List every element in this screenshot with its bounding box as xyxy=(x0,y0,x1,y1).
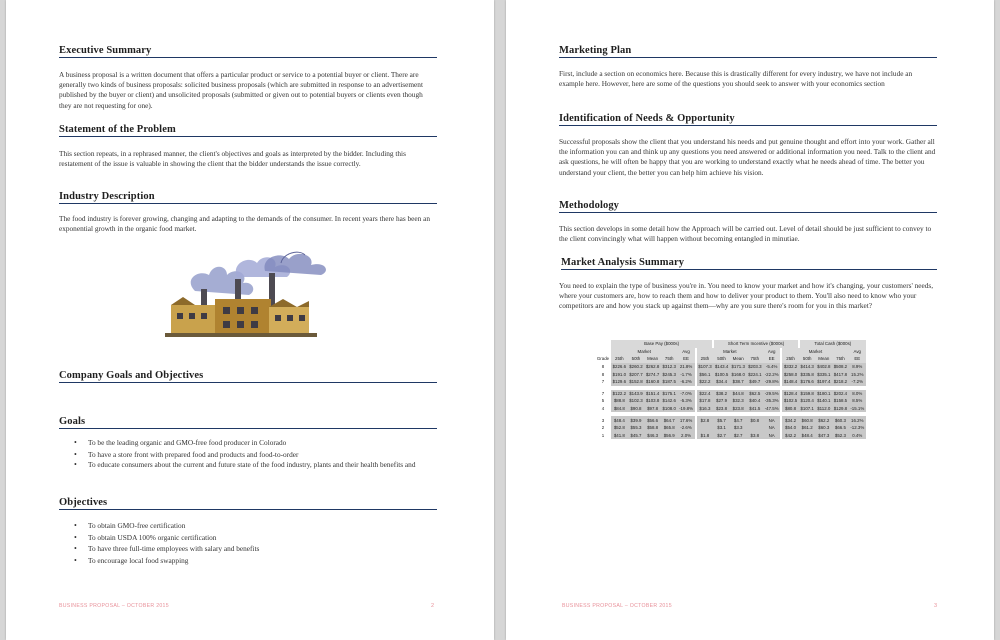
column-header: 75th xyxy=(836,356,845,362)
table-cell: $122.2 xyxy=(612,390,627,396)
exec-summary-body: A business proposal is a written document that offers a particular product or service to a potential buyer or client. There are generally two kinds of business proposals: solicited business proposals (which are submitted in response to an advertisement published by the buyer or client) and unsolicited proposals (submitted or given out to potential buyers or clients even though they are not requesting for one). xyxy=(59,70,423,110)
table-cell: -15.1% xyxy=(850,406,865,412)
page-footer: BUSINESS PROPOSAL – OCTOBER 2015 xyxy=(59,603,169,609)
group-header: Total Cash ($000s) xyxy=(799,340,866,348)
compensation-table xyxy=(595,340,901,508)
table-cell: $56.6 xyxy=(644,416,661,424)
market-analysis-body: You need to explain the type of business you're in. You need to know your market and how it's changing, your customers' needs, where your customers are, how to reach them and how to deliver your product to them. You'll also need to know who your competitors are and how you stack up against them—why are you sure there's room for you in this market? xyxy=(559,281,934,311)
table-cell: $0.8 xyxy=(746,416,763,424)
table-cell: $46.3 xyxy=(644,432,661,440)
table-cell: $55.3 xyxy=(628,424,645,432)
table-cell: $142.6 xyxy=(662,398,676,404)
table-cell: $41.8 xyxy=(611,432,628,440)
industry-body: The food industry is forever growing, changing and adapting to the demands of the consumer. In recent years there has been an exponential growth in the organic food market. xyxy=(59,214,431,234)
document-page-left xyxy=(6,0,494,640)
market-label: Market xyxy=(637,348,651,354)
table-cell: $60.8 xyxy=(799,416,816,424)
column-header: 75th xyxy=(750,356,760,362)
table-cell: $187.5 xyxy=(662,379,676,385)
table-cell: $54.0 xyxy=(781,424,799,432)
heading-needs-opportunity: Identification of Needs & Opportunity xyxy=(559,113,937,126)
table-column-header-row xyxy=(595,355,866,363)
table-cell: $160.8 xyxy=(645,379,660,385)
table-cell: $258.0 xyxy=(781,370,799,378)
table-cell: $90.8 xyxy=(628,405,645,413)
avg-label: Avg xyxy=(767,348,776,354)
page-number: 2 xyxy=(431,603,435,609)
table-cell: $203.3 xyxy=(748,364,762,370)
column-header: Mean xyxy=(732,356,744,362)
table-cell: $3.3 xyxy=(730,424,747,432)
table-cell: $332.2 xyxy=(781,363,799,371)
table-cell: -12.3% xyxy=(850,425,865,431)
grade-cell: 3 xyxy=(601,417,605,423)
table-cell: NA xyxy=(763,416,781,424)
table-cell: $62.2 xyxy=(815,416,832,424)
table-cell: $102.5 xyxy=(781,397,799,405)
table-cell: $207.7 xyxy=(629,371,643,377)
table-row xyxy=(595,405,866,413)
table-cell: 8.5% xyxy=(849,397,866,405)
table-cell: $42.2 xyxy=(781,432,799,440)
table-cell: $414.3 xyxy=(800,364,814,370)
table-cell: $88.8 xyxy=(611,397,628,405)
table-cell: -5.3% xyxy=(678,397,696,405)
column-header: 25th xyxy=(696,355,714,363)
grade-cell: 7 xyxy=(601,379,605,385)
table-cell: 8.0% xyxy=(849,390,866,398)
avg-label: Avg xyxy=(853,348,862,354)
table-cell: $3.8 xyxy=(746,432,763,440)
table-cell: 16.2% xyxy=(849,416,866,424)
table-cell: $45.7 xyxy=(628,432,645,440)
table-cell: $84.8 xyxy=(611,405,628,413)
list-item: • To have three full-time employees with salary and benefits xyxy=(59,543,437,555)
table-cell: 0.4% xyxy=(849,432,866,440)
list-item: • To have a store front with prepared food and products and food-to-order xyxy=(59,449,437,461)
table-cell: $58.8 xyxy=(644,424,661,432)
table-cell: $17.8 xyxy=(696,397,714,405)
list-item: • To educate consumers about the current and future state of the food industry, plants and their health benefits and xyxy=(59,460,437,471)
table-cell: $152.8 xyxy=(629,379,643,385)
table-cell: $148.4 xyxy=(781,378,799,386)
table-cell: $3.1 xyxy=(713,424,730,432)
table-row xyxy=(595,390,866,398)
table-body xyxy=(595,363,866,439)
page-number: 3 xyxy=(934,603,938,609)
list-item: • To encourage local food swapping xyxy=(59,555,437,567)
table-cell: $171.3 xyxy=(731,364,745,370)
column-header: 50th xyxy=(631,356,641,362)
table-cell: $140.1 xyxy=(817,398,831,404)
table-cell: $180.1 xyxy=(817,390,831,396)
table-cell: 21.8% xyxy=(678,363,696,371)
table-cell: $335.1 xyxy=(817,371,831,377)
table-cell: $4.7 xyxy=(730,416,747,424)
table-cell: $224.1 xyxy=(748,371,762,377)
table-cell: $202.4 xyxy=(833,390,848,396)
grade-cell: 8 xyxy=(601,364,605,370)
table-cell: $61.2 xyxy=(799,424,816,432)
column-header: Mean xyxy=(647,356,659,362)
table-cell: -47.5% xyxy=(763,405,781,413)
table-cell: $64.7 xyxy=(661,416,678,424)
table-cell: $2.7 xyxy=(713,432,730,440)
list-item: • To obtain USDA 100% organic certification xyxy=(59,532,437,544)
group-header: Short Term Incentive ($000s) xyxy=(713,340,799,348)
table-cell: $60.3 xyxy=(815,424,832,432)
table-cell: NA xyxy=(763,432,781,440)
table-cell: $47.3 xyxy=(815,432,832,440)
heading-company-goals: Company Goals and Objectives xyxy=(59,370,437,383)
table-row xyxy=(595,432,866,440)
table-cell: $175.1 xyxy=(662,390,676,396)
market-label: Market xyxy=(781,348,849,356)
table-cell: -2.6% xyxy=(678,424,696,432)
heading-market-analysis: Market Analysis Summary xyxy=(561,257,937,270)
table-cell: $97.8 xyxy=(644,405,661,413)
marketing-body: First, include a section on economics here. Because this is drastically different for every industry, we have not include an example here. However, here are some of the questions you should seek to answer with your economics section xyxy=(559,69,913,89)
list-item: • To obtain GMO-free certification xyxy=(59,520,437,532)
table-cell: $108.0 xyxy=(662,406,676,412)
table-cell: $262.8 xyxy=(645,364,660,370)
table-cell: $32.3 xyxy=(730,397,747,405)
table-cell: $176.6 xyxy=(800,379,814,385)
table-cell: $60.3 xyxy=(832,416,849,424)
table-cell: $2.7 xyxy=(730,432,747,440)
grade-cell: 1 xyxy=(601,432,605,438)
table-cell: $27.9 xyxy=(713,397,730,405)
table-cell xyxy=(746,424,763,432)
table-group-header-row xyxy=(595,340,866,348)
heading-statement-of-problem: Statement of the Problem xyxy=(59,124,437,137)
table-cell: $103.8 xyxy=(645,398,660,404)
table-cell: $260.2 xyxy=(629,364,643,370)
market-label: Market xyxy=(696,348,764,356)
table-cell: -1.7% xyxy=(678,370,696,378)
group-header: Base Pay ($000s) xyxy=(644,341,680,347)
table-cell: $508.2 xyxy=(833,364,848,370)
table-cell: $129.8 xyxy=(833,406,848,412)
avg-label: Avg xyxy=(682,348,690,354)
table-cell: 2.0% xyxy=(678,432,696,440)
table-cell: $1.8 xyxy=(696,432,714,440)
column-header: 25th xyxy=(615,356,624,362)
table-cell: 8.9% xyxy=(849,363,866,371)
table-cell: $158.5 xyxy=(833,398,848,404)
table-cell: $274.7 xyxy=(645,371,660,377)
table-cell: $34.2 xyxy=(781,416,799,424)
grade-cell: 7 xyxy=(601,390,605,396)
table-cell: $100.5 xyxy=(714,371,729,377)
table-cell: $112.0 xyxy=(817,406,831,412)
heading-executive-summary: Executive Summary xyxy=(59,45,437,58)
table-cell: $312.3 xyxy=(662,364,676,370)
table-cell: $23.8 xyxy=(730,405,747,413)
table-cell: $38.7 xyxy=(730,378,747,386)
table-cell: -29.8% xyxy=(763,378,781,386)
table-cell: -5.4% xyxy=(763,363,781,371)
table-cell: $120.4 xyxy=(800,398,814,404)
table-cell: -7.2% xyxy=(849,378,866,386)
table-cell: $159.8 xyxy=(800,390,814,396)
column-header: EE xyxy=(768,356,775,362)
column-header: 25th xyxy=(781,355,799,363)
table-row xyxy=(595,378,866,386)
table-cell: $49.7 xyxy=(746,378,763,386)
table-cell: $102.3 xyxy=(629,398,643,404)
table-cell: $41.5 xyxy=(746,405,763,413)
table-cell: -6.2% xyxy=(678,378,696,386)
table-cell: $151.4 xyxy=(645,390,660,396)
table-row xyxy=(595,363,866,371)
table-cell: $80.8 xyxy=(781,405,799,413)
table-cell: $417.8 xyxy=(833,371,848,377)
table-market-header-row xyxy=(595,348,866,356)
grade-cell: 4 xyxy=(601,406,605,412)
table-row xyxy=(595,424,866,432)
table-cell: $40.4 xyxy=(746,397,763,405)
table-cell: $62.5 xyxy=(746,390,763,398)
problem-body: This section repeats, in a rephrased manner, the client's objectives and goals as interpreted by the bidder. Including this restatement of the issue is valuable in showing the client that the bidder understands the issue correctly. xyxy=(59,149,406,169)
table-cell: $191.0 xyxy=(612,371,627,377)
table-cell: $56.9 xyxy=(661,432,678,440)
table-cell: -22.2% xyxy=(763,370,781,378)
table-row xyxy=(595,416,866,424)
table-cell: $38.2 xyxy=(713,390,730,398)
table-cell: $218.2 xyxy=(833,379,848,385)
page-footer: BUSINESS PROPOSAL – OCTOBER 2015 xyxy=(562,603,672,609)
objectives-list xyxy=(59,520,437,566)
table-cell: $52.8 xyxy=(611,424,628,432)
table-cell: $34.4 xyxy=(713,378,730,386)
table-cell: $143.9 xyxy=(629,390,643,396)
table-cell xyxy=(696,424,714,432)
column-header: 50th xyxy=(802,356,812,362)
goals-list xyxy=(59,437,437,471)
column-header: Mean xyxy=(818,356,830,362)
column-header: EE xyxy=(854,356,861,362)
factory-illustration xyxy=(165,249,335,337)
table-row xyxy=(595,397,866,405)
table-cell: $39.9 xyxy=(628,416,645,424)
table-cell: 15.2% xyxy=(849,370,866,378)
table-cell: $22.4 xyxy=(696,390,714,398)
table-cell: $143.4 xyxy=(714,364,729,370)
table-cell: -19.8% xyxy=(678,405,696,413)
heading-marketing-plan: Marketing Plan xyxy=(559,45,937,58)
heading-objectives: Objectives xyxy=(59,497,437,510)
list-item: • To be the leading organic and GMO-free food producer in Colorado xyxy=(59,437,437,449)
table-cell: $402.8 xyxy=(817,364,831,370)
table-cell: -35.3% xyxy=(763,397,781,405)
column-header: EE xyxy=(683,356,689,362)
table-cell: $23.8 xyxy=(713,405,730,413)
table-cell: -29.5% xyxy=(763,390,781,398)
table-cell: $107.1 xyxy=(800,406,814,412)
table-row xyxy=(595,370,866,378)
table-cell: $44.8 xyxy=(730,390,747,398)
table-cell: $245.3 xyxy=(662,371,676,377)
column-header: 75th xyxy=(664,356,674,362)
table-cell: $129.6 xyxy=(612,379,627,385)
document-page-right xyxy=(506,0,994,640)
table-cell: $2.8 xyxy=(696,416,714,424)
table-cell: $16.3 xyxy=(696,405,714,413)
column-header: 50th xyxy=(717,356,726,362)
table-cell: 17.6% xyxy=(678,416,696,424)
table-cell: $128.4 xyxy=(781,390,799,398)
table-cell: $52.3 xyxy=(832,432,849,440)
grade-cell: 5 xyxy=(601,398,605,404)
heading-methodology: Methodology xyxy=(559,200,937,213)
compensation-table-grid xyxy=(595,340,866,439)
heading-industry-description: Industry Description xyxy=(59,191,437,204)
heading-goals: Goals xyxy=(59,416,437,429)
table-cell: $168.0 xyxy=(731,371,745,377)
needs-body: Successful proposals show the client that you understand his needs and put genuine thought and effort into your work. Gather all the information you can and think up any questions you need answered or additional information you need. Talk to the client and ask questions, he will often be happy that you are working to understand exactly what he needs ahead of time. The better you understand your client, the better you can help him achieve his vision. xyxy=(559,137,936,177)
table-cell: NA xyxy=(763,424,781,432)
table-cell: $56.1 xyxy=(696,370,714,378)
table-cell: $65.8 xyxy=(661,424,678,432)
table-cell: $335.8 xyxy=(800,371,814,377)
grade-label: Grade xyxy=(596,356,610,362)
table-cell: -7.0% xyxy=(678,390,696,398)
table-cell: $48.4 xyxy=(611,416,628,424)
table-cell: $197.4 xyxy=(817,379,831,385)
table-cell: $5.7 xyxy=(713,416,730,424)
table-cell: $48.4 xyxy=(799,432,816,440)
table-cell: $22.2 xyxy=(696,378,714,386)
table-cell: $226.6 xyxy=(612,364,627,370)
table-cell: $66.5 xyxy=(832,424,849,432)
methodology-body: This section develops in some detail how the Approach will be carried out. Level of detail should be just sufficient to convey to the client convincingly what will happen without becoming entangled in minutiae. xyxy=(559,224,932,244)
table-cell: $107.3 xyxy=(696,363,714,371)
grade-cell: 2 xyxy=(601,425,605,431)
grade-cell: 8 xyxy=(601,371,605,377)
